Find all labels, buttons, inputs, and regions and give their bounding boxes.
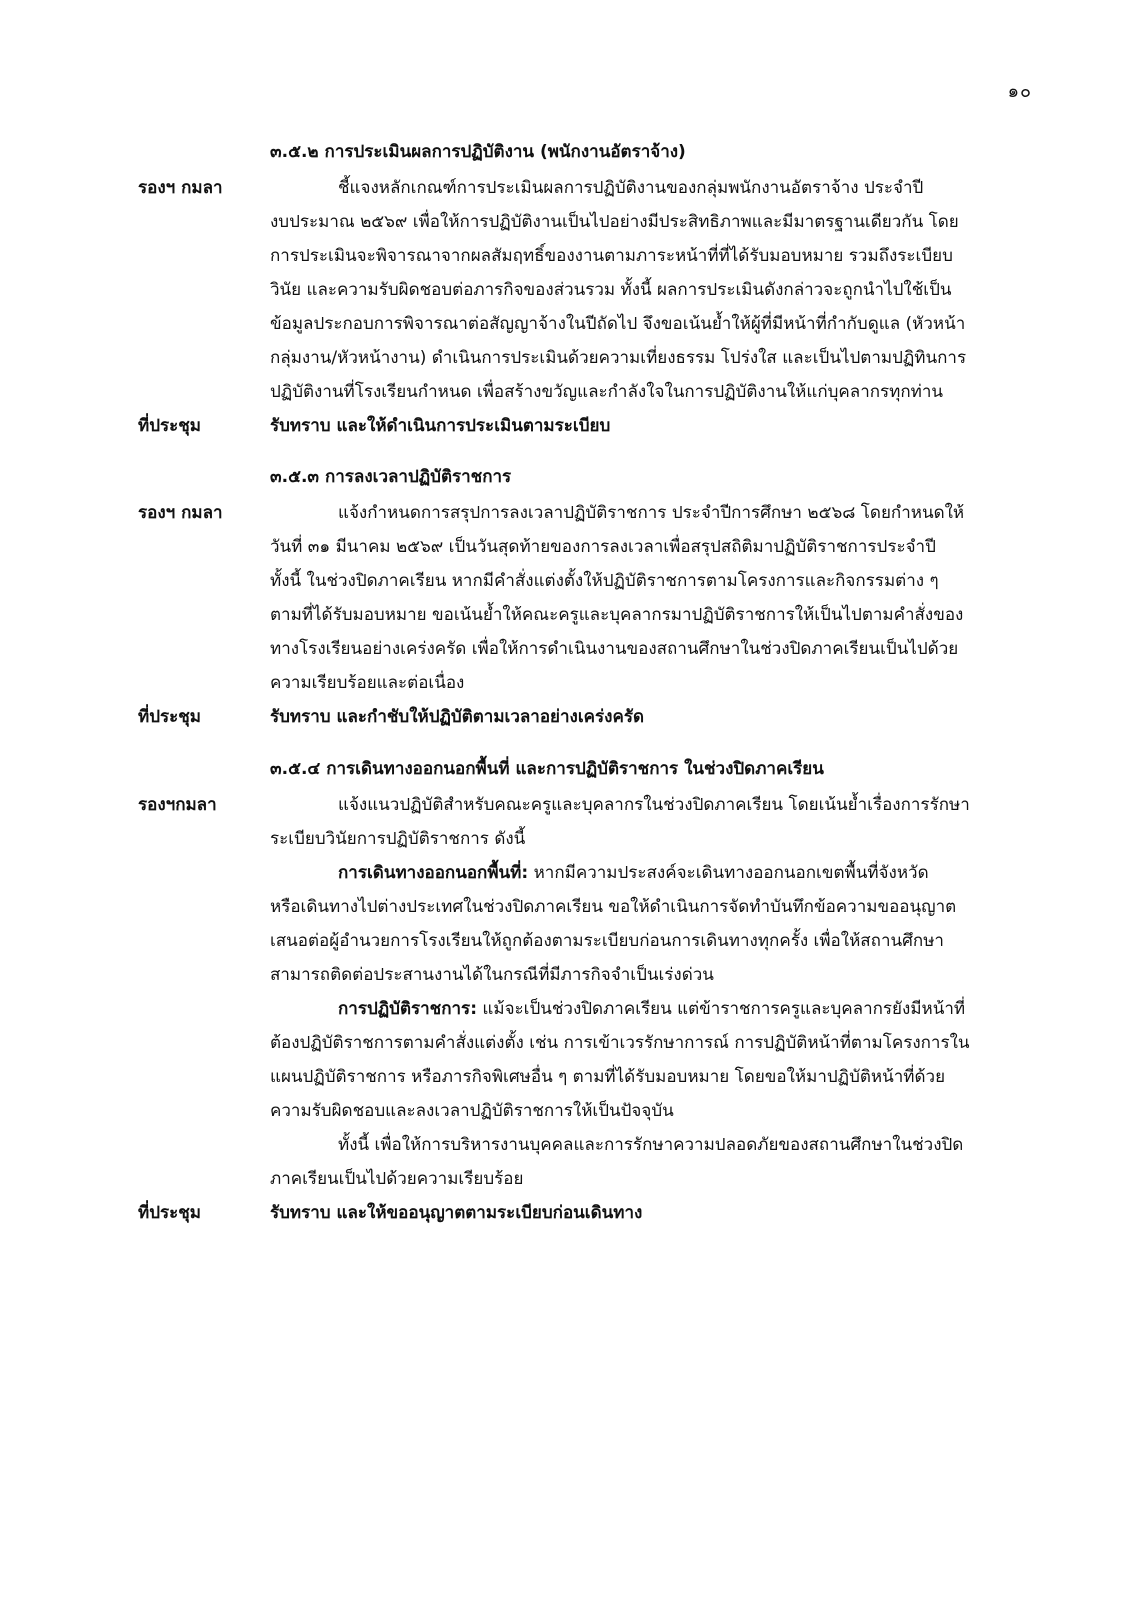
paragraph-line: แจ้งแนวปฏิบัติสำหรับคณะครูและบุคลากรในช่วงปิดภาคเรียน โดยเน้นย้ำเรื่องการรักษา	[338, 795, 970, 815]
paragraph-line: ปฏิบัติงานที่โรงเรียนกำหนด เพื่อสร้างขวัญและกำลังใจในการปฏิบัติงานให้แก่บุคลากรทุกท่าน	[270, 382, 944, 402]
section-heading: ๓.๕.๒ การประเมินผลการปฏิบัติงาน (พนักงานอัตราจ้าง)	[270, 142, 686, 162]
paragraph-line: ทั้งนี้ ในช่วงปิดภาคเรียน หากมีคำสั่งแต่งตั้งให้ปฏิบัติราชการตามโครงการและกิจกรรมต่าง ๆ	[270, 571, 939, 591]
paragraph-line: ชี้แจงหลักเกณฑ์การประเมินผลการปฏิบัติงานของกลุ่มพนักงานอัตราจ้าง ประจำปี	[338, 178, 924, 198]
paragraph-line: ระเบียบวินัยการปฏิบัติราชการ ดังนี้	[270, 829, 526, 849]
paragraph-text: หากมีความประสงค์จะเดินทางออกนอกเขตพื้นที่จังหวัด	[528, 863, 929, 883]
paragraph-line: ต้องปฏิบัติราชการตามคำสั่งแต่งตั้ง เช่น การเข้าเวรรักษาการณ์ การปฏิบัติหน้าที่ตามโครงการใน	[270, 1033, 970, 1053]
paragraph-line: แผนปฏิบัติราชการ หรือภารกิจพิเศษอื่น ๆ ตามที่ได้รับมอบหมาย โดยขอให้มาปฏิบัติหน้าที่ด้วย	[270, 1067, 946, 1087]
meeting-label: ที่ประชุม	[138, 416, 202, 436]
paragraph-line: ภาคเรียนเป็นไปด้วยความเรียบร้อย	[270, 1169, 524, 1189]
paragraph-line: การประเมินจะพิจารณาจากผลสัมฤทธิ์ของงานตามภาระหน้าที่ที่ได้รับมอบหมาย รวมถึงระเบียบ	[270, 246, 953, 266]
paragraph-line: แจ้งกำหนดการสรุปการลงเวลาปฏิบัติราชการ ประจำปีการศึกษา ๒๕๖๘ โดยกำหนดให้	[338, 503, 965, 523]
paragraph-line: ข้อมูลประกอบการพิจารณาต่อสัญญาจ้างในปีถัดไป จึงขอเน้นย้ำให้ผู้ที่มีหน้าที่กำกับดูแล (หัวหน้า	[270, 314, 966, 334]
paragraph-line: วันที่ ๓๑ มีนาคม ๒๕๖๙ เป็นวันสุดท้ายของการลงเวลาเพื่อสรุปสถิติมาปฏิบัติราชการประจำปี	[270, 537, 936, 557]
paragraph-line: วินัย และความรับผิดชอบต่อภารกิจของส่วนรวม ทั้งนี้ ผลการประเมินดังกล่าวจะถูกนำไปใช้เป็น	[270, 280, 952, 300]
paragraph-text: แม้จะเป็นช่วงปิดภาคเรียน แต่ข้าราชการครูและบุคลากรยังมีหน้าที่	[477, 999, 966, 1019]
travel-paragraph-first-line	[338, 859, 1038, 886]
speaker-label: รองฯ กมลา	[138, 178, 223, 198]
paragraph-line: สามารถติดต่อประสานงานได้ในกรณีที่มีภารกิจจำเป็นเร่งด่วน	[270, 965, 714, 985]
meeting-label: ที่ประชุม	[138, 1203, 202, 1223]
duty-subtitle: การปฏิบัติราชการ:	[338, 999, 477, 1019]
paragraph-line: ทางโรงเรียนอย่างเคร่งครัด เพื่อให้การดำเนินงานของสถานศึกษาในช่วงปิดภาคเรียนเป็นไปด้วย	[270, 639, 959, 659]
section-heading: ๓.๕.๓ การลงเวลาปฏิบัติราชการ	[270, 467, 512, 487]
paragraph-line: เสนอต่อผู้อำนวยการโรงเรียนให้ถูกต้องตามระเบียบก่อนการเดินทางทุกครั้ง เพื่อให้สถานศึกษา	[270, 931, 944, 951]
meeting-resolution: รับทราบ และให้ดำเนินการประเมินตามระเบียบ	[270, 416, 611, 436]
meeting-resolution: รับทราบ และให้ขออนุญาตตามระเบียบก่อนเดินทาง	[270, 1203, 643, 1223]
paragraph-line: ทั้งนี้ เพื่อให้การบริหารงานบุคคลและการรักษาความปลอดภัยของสถานศึกษาในช่วงปิด	[338, 1135, 964, 1155]
paragraph-line: กลุ่มงาน/หัวหน้างาน) ดำเนินการประเมินด้วยความเที่ยงธรรม โปร่งใส และเป็นไปตามปฏิทินการ	[270, 348, 967, 368]
page-number: ๑๐	[1007, 81, 1032, 102]
meeting-resolution: รับทราบ และกำชับให้ปฏิบัติตามเวลาอย่างเคร่งครัด	[270, 707, 645, 727]
paragraph-line: ความรับผิดชอบและลงเวลาปฏิบัติราชการให้เป็นปัจจุบัน	[270, 1101, 674, 1121]
travel-subtitle: การเดินทางออกนอกพื้นที่:	[338, 863, 529, 883]
paragraph-line: ตามที่ได้รับมอบหมาย ขอเน้นย้ำให้คณะครูและบุคลากรมาปฏิบัติราชการให้เป็นไปตามคำสั่งของ	[270, 605, 964, 625]
paragraph-line: หรือเดินทางไปต่างประเทศในช่วงปิดภาคเรียน ขอให้ดำเนินการจัดทำบันทึกข้อความขออนุญาต	[270, 897, 957, 917]
meeting-label: ที่ประชุม	[138, 707, 202, 727]
paragraph-line: ความเรียบร้อยและต่อเนื่อง	[270, 673, 465, 693]
speaker-label: รองฯ กมลา	[138, 503, 223, 523]
speaker-label: รองฯกมลา	[138, 795, 217, 815]
paragraph-line: งบประมาณ ๒๕๖๙ เพื่อให้การปฏิบัติงานเป็นไปอย่างมีประสิทธิภาพและมีมาตรฐานเดียวกัน โดย	[270, 212, 959, 232]
duty-paragraph-first-line	[338, 995, 1038, 1022]
section-heading: ๓.๕.๔ การเดินทางออกนอกพื้นที่ และการปฏิบัติราชการ ในช่วงปิดภาคเรียน	[270, 759, 824, 779]
